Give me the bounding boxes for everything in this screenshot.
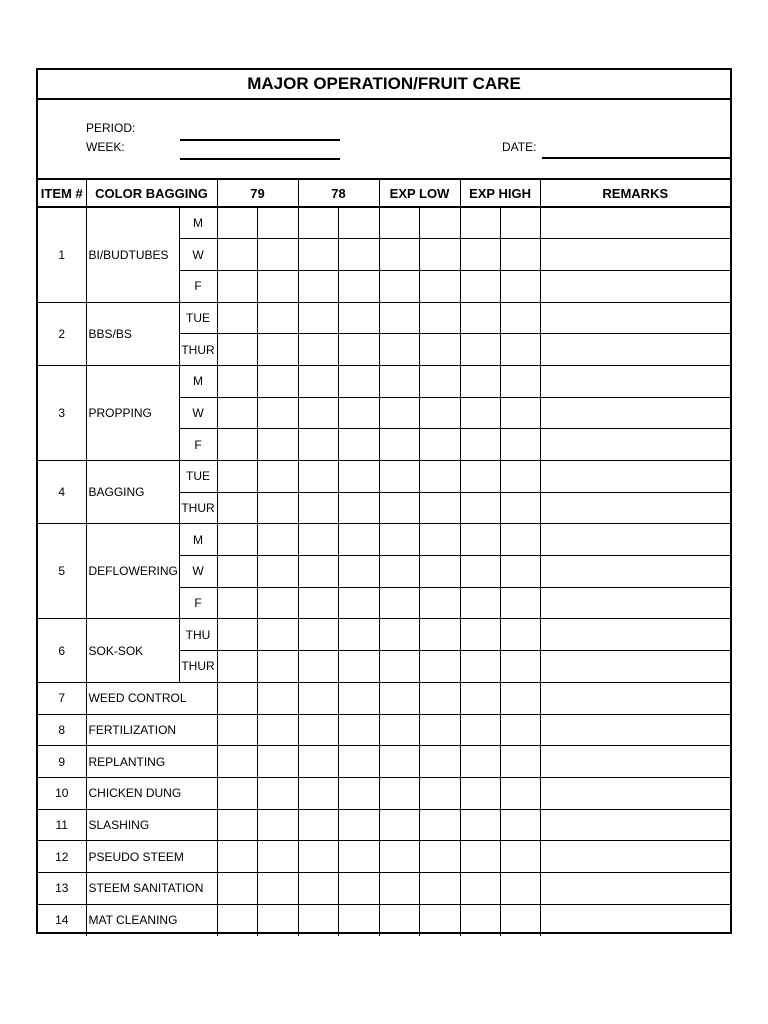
entry-cell[interactable] [419,302,460,334]
item-number: 3 [38,365,86,460]
entry-cell[interactable] [460,492,500,524]
entry-cell[interactable] [217,746,257,778]
day-label: THUR [179,492,217,524]
remarks-cell[interactable] [540,492,730,524]
entry-cell[interactable] [338,207,379,239]
entry-cell[interactable] [419,334,460,366]
entry-cell[interactable] [460,777,500,809]
entry-cell[interactable] [379,524,419,556]
entry-cell[interactable] [257,872,298,904]
fruit-care-form [36,68,732,934]
entry-cell[interactable] [298,809,338,841]
week-label: WEEK: [86,140,125,154]
entry-cell[interactable] [298,302,338,334]
entry-cell[interactable] [379,619,419,651]
remarks-cell[interactable] [540,461,730,493]
entry-cell[interactable] [419,746,460,778]
remarks-cell[interactable] [540,587,730,619]
entry-cell[interactable] [217,682,257,714]
entry-cell[interactable] [338,746,379,778]
entry-cell[interactable] [419,841,460,873]
entry-cell[interactable] [338,270,379,302]
entry-cell[interactable] [257,841,298,873]
entry-cell[interactable] [217,334,257,366]
remarks-cell[interactable] [540,872,730,904]
entry-cell[interactable] [500,239,540,271]
entry-cell[interactable] [379,809,419,841]
day-label: THU [179,619,217,651]
entry-cell[interactable] [257,239,298,271]
entry-cell[interactable] [257,682,298,714]
operation-name: BI/BUDTUBES [86,207,179,302]
entry-cell[interactable] [217,429,257,461]
entry-cell[interactable] [257,334,298,366]
entry-cell[interactable] [379,651,419,683]
item-number: 1 [38,207,86,302]
remarks-cell[interactable] [540,746,730,778]
entry-cell[interactable] [379,777,419,809]
day-label: TUE [179,302,217,334]
remarks-cell[interactable] [540,777,730,809]
entry-cell[interactable] [419,809,460,841]
entry-cell[interactable] [460,651,500,683]
entry-cell[interactable] [500,207,540,239]
table-row [38,207,730,239]
entry-cell[interactable] [298,334,338,366]
entry-cell[interactable] [419,651,460,683]
remarks-cell[interactable] [540,207,730,239]
operation-name: REPLANTING [86,746,217,778]
item-number: 11 [38,809,86,841]
entry-cell[interactable] [257,714,298,746]
col-header-78: 78 [298,179,379,207]
entry-cell[interactable] [379,302,419,334]
entry-cell[interactable] [379,365,419,397]
entry-cell[interactable] [257,619,298,651]
table-row [38,777,730,809]
entry-cell[interactable] [460,302,500,334]
item-number: 6 [38,619,86,682]
table-row [38,461,730,493]
operation-name: DEFLOWERING [86,524,179,619]
entry-cell[interactable] [217,365,257,397]
entry-cell[interactable] [419,429,460,461]
item-number: 4 [38,461,86,524]
entry-cell[interactable] [500,461,540,493]
remarks-cell[interactable] [540,809,730,841]
entry-cell[interactable] [500,619,540,651]
day-label: M [179,365,217,397]
day-label: TUE [179,461,217,493]
remarks-cell[interactable] [540,682,730,714]
entry-cell[interactable] [217,872,257,904]
entry-cell[interactable] [338,556,379,588]
day-label: M [179,207,217,239]
entry-cell[interactable] [338,682,379,714]
operation-name: MAT CLEANING [86,904,217,936]
entry-cell[interactable] [500,556,540,588]
entry-cell[interactable] [500,651,540,683]
col-header-color-bagging: COLOR BAGGING [86,179,217,207]
entry-cell[interactable] [298,904,338,936]
entry-cell[interactable] [419,365,460,397]
remarks-cell[interactable] [540,556,730,588]
entry-cell[interactable] [257,397,298,429]
entry-cell[interactable] [460,682,500,714]
entry-cell[interactable] [217,841,257,873]
entry-cell[interactable] [217,904,257,936]
entry-cell[interactable] [500,904,540,936]
entry-cell[interactable] [500,777,540,809]
entry-cell[interactable] [298,872,338,904]
table-row [38,809,730,841]
table-row [38,904,730,936]
operation-name: SOK-SOK [86,619,179,682]
entry-cell[interactable] [460,270,500,302]
entry-cell[interactable] [217,587,257,619]
table-row [38,872,730,904]
entry-cell[interactable] [338,524,379,556]
day-label: M [179,524,217,556]
entry-cell[interactable] [338,334,379,366]
operation-name: SLASHING [86,809,217,841]
entry-cell[interactable] [379,397,419,429]
table-row [38,682,730,714]
remarks-cell[interactable] [540,397,730,429]
entry-cell[interactable] [379,334,419,366]
entry-cell[interactable] [460,239,500,271]
entry-cell[interactable] [338,777,379,809]
remarks-cell[interactable] [540,365,730,397]
col-header-remarks: REMARKS [540,179,730,207]
operation-name: STEEM SANITATION [86,872,217,904]
entry-cell[interactable] [298,619,338,651]
entry-cell[interactable] [379,270,419,302]
date-input-line[interactable] [542,157,732,159]
entry-cell[interactable] [500,682,540,714]
remarks-cell[interactable] [540,334,730,366]
entry-cell[interactable] [338,872,379,904]
entry-cell[interactable] [460,461,500,493]
entry-cell[interactable] [500,841,540,873]
item-number: 2 [38,302,86,365]
entry-cell[interactable] [500,365,540,397]
operation-name: PROPPING [86,365,179,460]
entry-cell[interactable] [217,270,257,302]
entry-cell[interactable] [419,904,460,936]
entry-cell[interactable] [379,746,419,778]
operation-name: PSEUDO STEEM [86,841,217,873]
form-title: MAJOR OPERATION/FRUIT CARE [38,70,730,100]
entry-cell[interactable] [338,302,379,334]
operation-name: BAGGING [86,461,179,524]
entry-cell[interactable] [419,872,460,904]
entry-cell[interactable] [338,461,379,493]
entry-cell[interactable] [217,239,257,271]
entry-cell[interactable] [500,809,540,841]
entry-cell[interactable] [419,556,460,588]
item-number: 8 [38,714,86,746]
entry-cell[interactable] [338,714,379,746]
entry-cell[interactable] [298,397,338,429]
remarks-cell[interactable] [540,714,730,746]
table-row [38,619,730,651]
entry-cell[interactable] [257,904,298,936]
entry-cell[interactable] [460,746,500,778]
remarks-cell[interactable] [540,524,730,556]
day-label: W [179,397,217,429]
table-row [38,302,730,334]
entry-cell[interactable] [298,270,338,302]
entry-cell[interactable] [419,714,460,746]
entry-cell[interactable] [217,524,257,556]
day-label: THUR [179,651,217,683]
entry-cell[interactable] [460,587,500,619]
entry-cell[interactable] [379,682,419,714]
entry-cell[interactable] [419,587,460,619]
entry-cell[interactable] [217,461,257,493]
entry-cell[interactable] [257,492,298,524]
entry-cell[interactable] [257,429,298,461]
day-label: F [179,429,217,461]
week-input-line[interactable] [180,158,340,160]
entry-cell[interactable] [217,492,257,524]
entry-cell[interactable] [298,746,338,778]
date-label: DATE: [502,140,537,154]
entry-cell[interactable] [460,714,500,746]
entry-cell[interactable] [338,239,379,271]
entry-cell[interactable] [217,302,257,334]
entry-cell[interactable] [338,809,379,841]
entry-cell[interactable] [419,207,460,239]
col-header-item: ITEM # [38,179,86,207]
table-row [38,746,730,778]
day-label: W [179,556,217,588]
remarks-cell[interactable] [540,302,730,334]
entry-cell[interactable] [460,841,500,873]
entry-cell[interactable] [257,461,298,493]
remarks-cell[interactable] [540,429,730,461]
day-label: W [179,239,217,271]
entry-cell[interactable] [338,619,379,651]
entry-cell[interactable] [298,429,338,461]
entry-cell[interactable] [379,429,419,461]
entry-cell[interactable] [338,841,379,873]
entry-cell[interactable] [379,587,419,619]
entry-cell[interactable] [338,904,379,936]
remarks-cell[interactable] [540,270,730,302]
entry-cell[interactable] [460,207,500,239]
entry-cell[interactable] [217,619,257,651]
item-number: 14 [38,904,86,936]
entry-cell[interactable] [379,872,419,904]
entry-cell[interactable] [460,524,500,556]
entry-cell[interactable] [419,492,460,524]
remarks-cell[interactable] [540,619,730,651]
entry-cell[interactable] [379,492,419,524]
col-header-exp-low: EXP LOW [379,179,460,207]
table-row [38,524,730,556]
entry-cell[interactable] [500,872,540,904]
entry-cell[interactable] [257,524,298,556]
day-label: F [179,587,217,619]
entry-cell[interactable] [460,556,500,588]
entry-cell[interactable] [217,207,257,239]
col-header-79: 79 [217,179,298,207]
entry-cell[interactable] [257,777,298,809]
entry-cell[interactable] [217,777,257,809]
entry-cell[interactable] [500,270,540,302]
entry-cell[interactable] [298,524,338,556]
entry-cell[interactable] [460,429,500,461]
day-label: THUR [179,334,217,366]
entry-cell[interactable] [217,809,257,841]
entry-cell[interactable] [338,397,379,429]
entry-cell[interactable] [500,397,540,429]
entry-cell[interactable] [460,809,500,841]
entry-cell[interactable] [217,397,257,429]
entry-cell[interactable] [298,682,338,714]
operation-name: CHICKEN DUNG [86,777,217,809]
item-number: 10 [38,777,86,809]
entry-cell[interactable] [338,492,379,524]
entry-cell[interactable] [338,365,379,397]
entry-cell[interactable] [419,619,460,651]
entry-cell[interactable] [379,904,419,936]
entry-cell[interactable] [419,397,460,429]
operations-table [38,178,730,936]
day-label: F [179,270,217,302]
entry-cell[interactable] [298,651,338,683]
entry-cell[interactable] [338,651,379,683]
entry-cell[interactable] [257,207,298,239]
entry-cell[interactable] [460,619,500,651]
entry-cell[interactable] [419,239,460,271]
entry-cell[interactable] [257,556,298,588]
entry-cell[interactable] [500,746,540,778]
entry-cell[interactable] [379,239,419,271]
entry-cell[interactable] [419,777,460,809]
entry-cell[interactable] [298,492,338,524]
entry-cell[interactable] [257,587,298,619]
table-row [38,841,730,873]
entry-cell[interactable] [379,556,419,588]
entry-cell[interactable] [298,556,338,588]
entry-cell[interactable] [298,461,338,493]
entry-cell[interactable] [298,841,338,873]
item-number: 9 [38,746,86,778]
entry-cell[interactable] [500,492,540,524]
item-number: 5 [38,524,86,619]
entry-cell[interactable] [500,429,540,461]
entry-cell[interactable] [338,429,379,461]
entry-cell[interactable] [257,365,298,397]
entry-cell[interactable] [500,587,540,619]
entry-cell[interactable] [500,524,540,556]
entry-cell[interactable] [338,587,379,619]
entry-cell[interactable] [257,809,298,841]
entry-cell[interactable] [419,524,460,556]
item-number: 7 [38,682,86,714]
entry-cell[interactable] [257,302,298,334]
entry-cell[interactable] [500,334,540,366]
entry-cell[interactable] [217,556,257,588]
remarks-cell[interactable] [540,651,730,683]
entry-cell[interactable] [257,270,298,302]
entry-cell[interactable] [379,841,419,873]
entry-cell[interactable] [460,334,500,366]
period-input-line[interactable] [180,139,340,141]
col-header-exp-high: EXP HIGH [460,179,540,207]
remarks-cell[interactable] [540,841,730,873]
entry-cell[interactable] [298,777,338,809]
entry-cell[interactable] [298,365,338,397]
entry-cell[interactable] [257,746,298,778]
operation-name: WEED CONTROL [86,682,217,714]
remarks-cell[interactable] [540,904,730,936]
entry-cell[interactable] [257,651,298,683]
entry-cell[interactable] [419,682,460,714]
entry-cell[interactable] [460,872,500,904]
item-number: 13 [38,872,86,904]
entry-cell[interactable] [460,904,500,936]
remarks-cell[interactable] [540,239,730,271]
entry-cell[interactable] [460,397,500,429]
entry-cell[interactable] [298,239,338,271]
entry-cell[interactable] [298,587,338,619]
entry-cell[interactable] [217,651,257,683]
entry-cell[interactable] [460,365,500,397]
entry-cell[interactable] [298,714,338,746]
entry-cell[interactable] [379,714,419,746]
table-row [38,365,730,397]
period-label: PERIOD: [86,121,136,135]
entry-cell[interactable] [298,207,338,239]
item-number: 12 [38,841,86,873]
entry-cell[interactable] [419,270,460,302]
header-row [38,179,730,207]
entry-cell[interactable] [500,714,540,746]
entry-cell[interactable] [419,461,460,493]
table-row [38,714,730,746]
entry-cell[interactable] [217,714,257,746]
operation-name: FERTILIZATION [86,714,217,746]
entry-cell[interactable] [379,461,419,493]
entry-cell[interactable] [500,302,540,334]
operation-name: BBS/BS [86,302,179,365]
entry-cell[interactable] [379,207,419,239]
